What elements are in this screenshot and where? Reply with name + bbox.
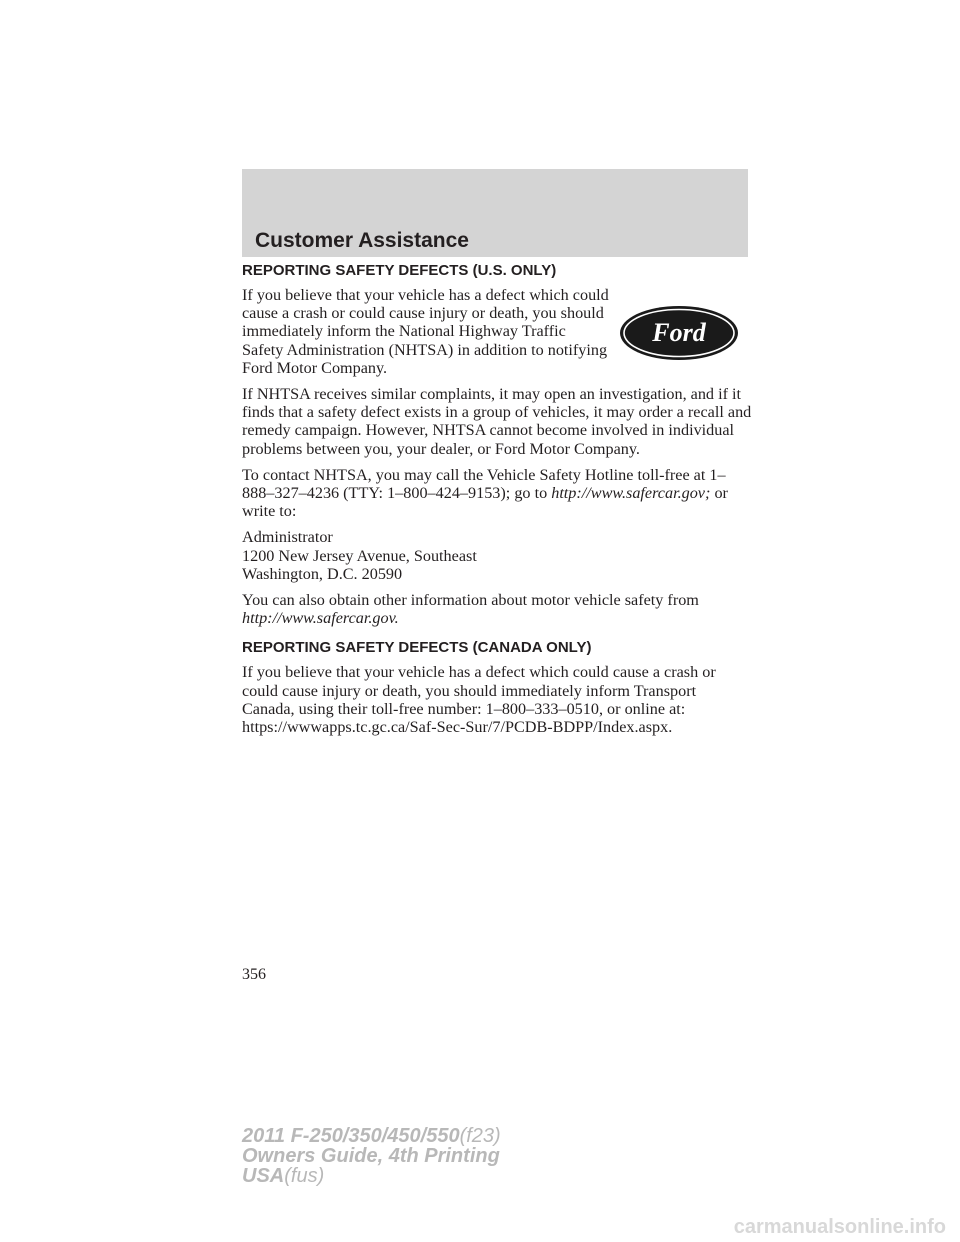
safercar-link-2[interactable]: http://www.safercar.gov.: [242, 609, 399, 628]
us-defects-heading: REPORTING SAFETY DEFECTS (U.S. ONLY): [242, 262, 557, 279]
us-paragraph-3-tail: or write to:: [242, 484, 728, 521]
footer-model: 2011 F-250/350/450/550: [242, 1125, 460, 1147]
footer-edition: Owners Guide, 4th Printing: [242, 1145, 500, 1167]
site-watermark: carmanualsonline.info: [733, 1216, 946, 1238]
intro-block: [242, 286, 752, 385]
canada-paragraph-1: If you believe that your vehicle has a defect which could cause a crash or could cause injury or death, you should immediately inform Transport Canada, using their toll-free number: 1–800–333–0510, or online at: https://wwwapps.tc.gc.ca/Saf-Sec-Sur/7/PCDB-BDPP/Index.aspx.: [242, 663, 716, 737]
us-paragraph-4-text: You can also obtain other information about motor vehicle safety from: [242, 591, 699, 610]
us-paragraph-3: [242, 466, 752, 521]
svg-text:Ford: Ford: [652, 318, 706, 347]
address-line: Administrator: [242, 528, 333, 547]
nhtsa-address: [242, 528, 752, 583]
footer-market: USA: [242, 1165, 285, 1187]
page-content: [242, 262, 752, 744]
page-number: 356: [242, 966, 266, 983]
us-paragraph-4: [242, 591, 752, 627]
ford-oval-logo: [618, 304, 740, 362]
us-paragraph-2: If NHTSA receives similar complaints, it may open an investigation, and if it finds that a safety defect exists in a group of vehicles, it may order a recall and remedy campaign. However, NHTSA cannot become involved in individual problems between you, your dealer, or Ford Motor Company.: [242, 385, 752, 458]
footer-model-code: (f23): [459, 1125, 501, 1147]
section-title: Customer Assistance: [255, 229, 469, 252]
canada-defects-heading: REPORTING SAFETY DEFECTS (CANADA ONLY): [242, 639, 592, 657]
address-line: Washington, D.C. 20590: [242, 564, 403, 583]
address-line: 1200 New Jersey Avenue, Southeast: [242, 546, 477, 565]
footer-market-code: (fus): [284, 1165, 325, 1187]
us-paragraph-1: If you believe that your vehicle has a defect which could cause a crash or could cause injury or death, you should immediately inform the National Highway Traffic Safety Administration (NHTSA) in addition to notifying Ford Motor Company.: [242, 286, 609, 377]
safercar-link[interactable]: http://www.safercar.gov;: [551, 484, 711, 503]
document-footer: [242, 1126, 501, 1186]
us-paragraph-3-text: To contact NHTSA, you may call the Vehicle Safety Hotline toll-free at 1–888–327–4236 (TTY: 1–800–424–9153); go to: [242, 465, 726, 503]
section-header-bar: [242, 169, 748, 257]
